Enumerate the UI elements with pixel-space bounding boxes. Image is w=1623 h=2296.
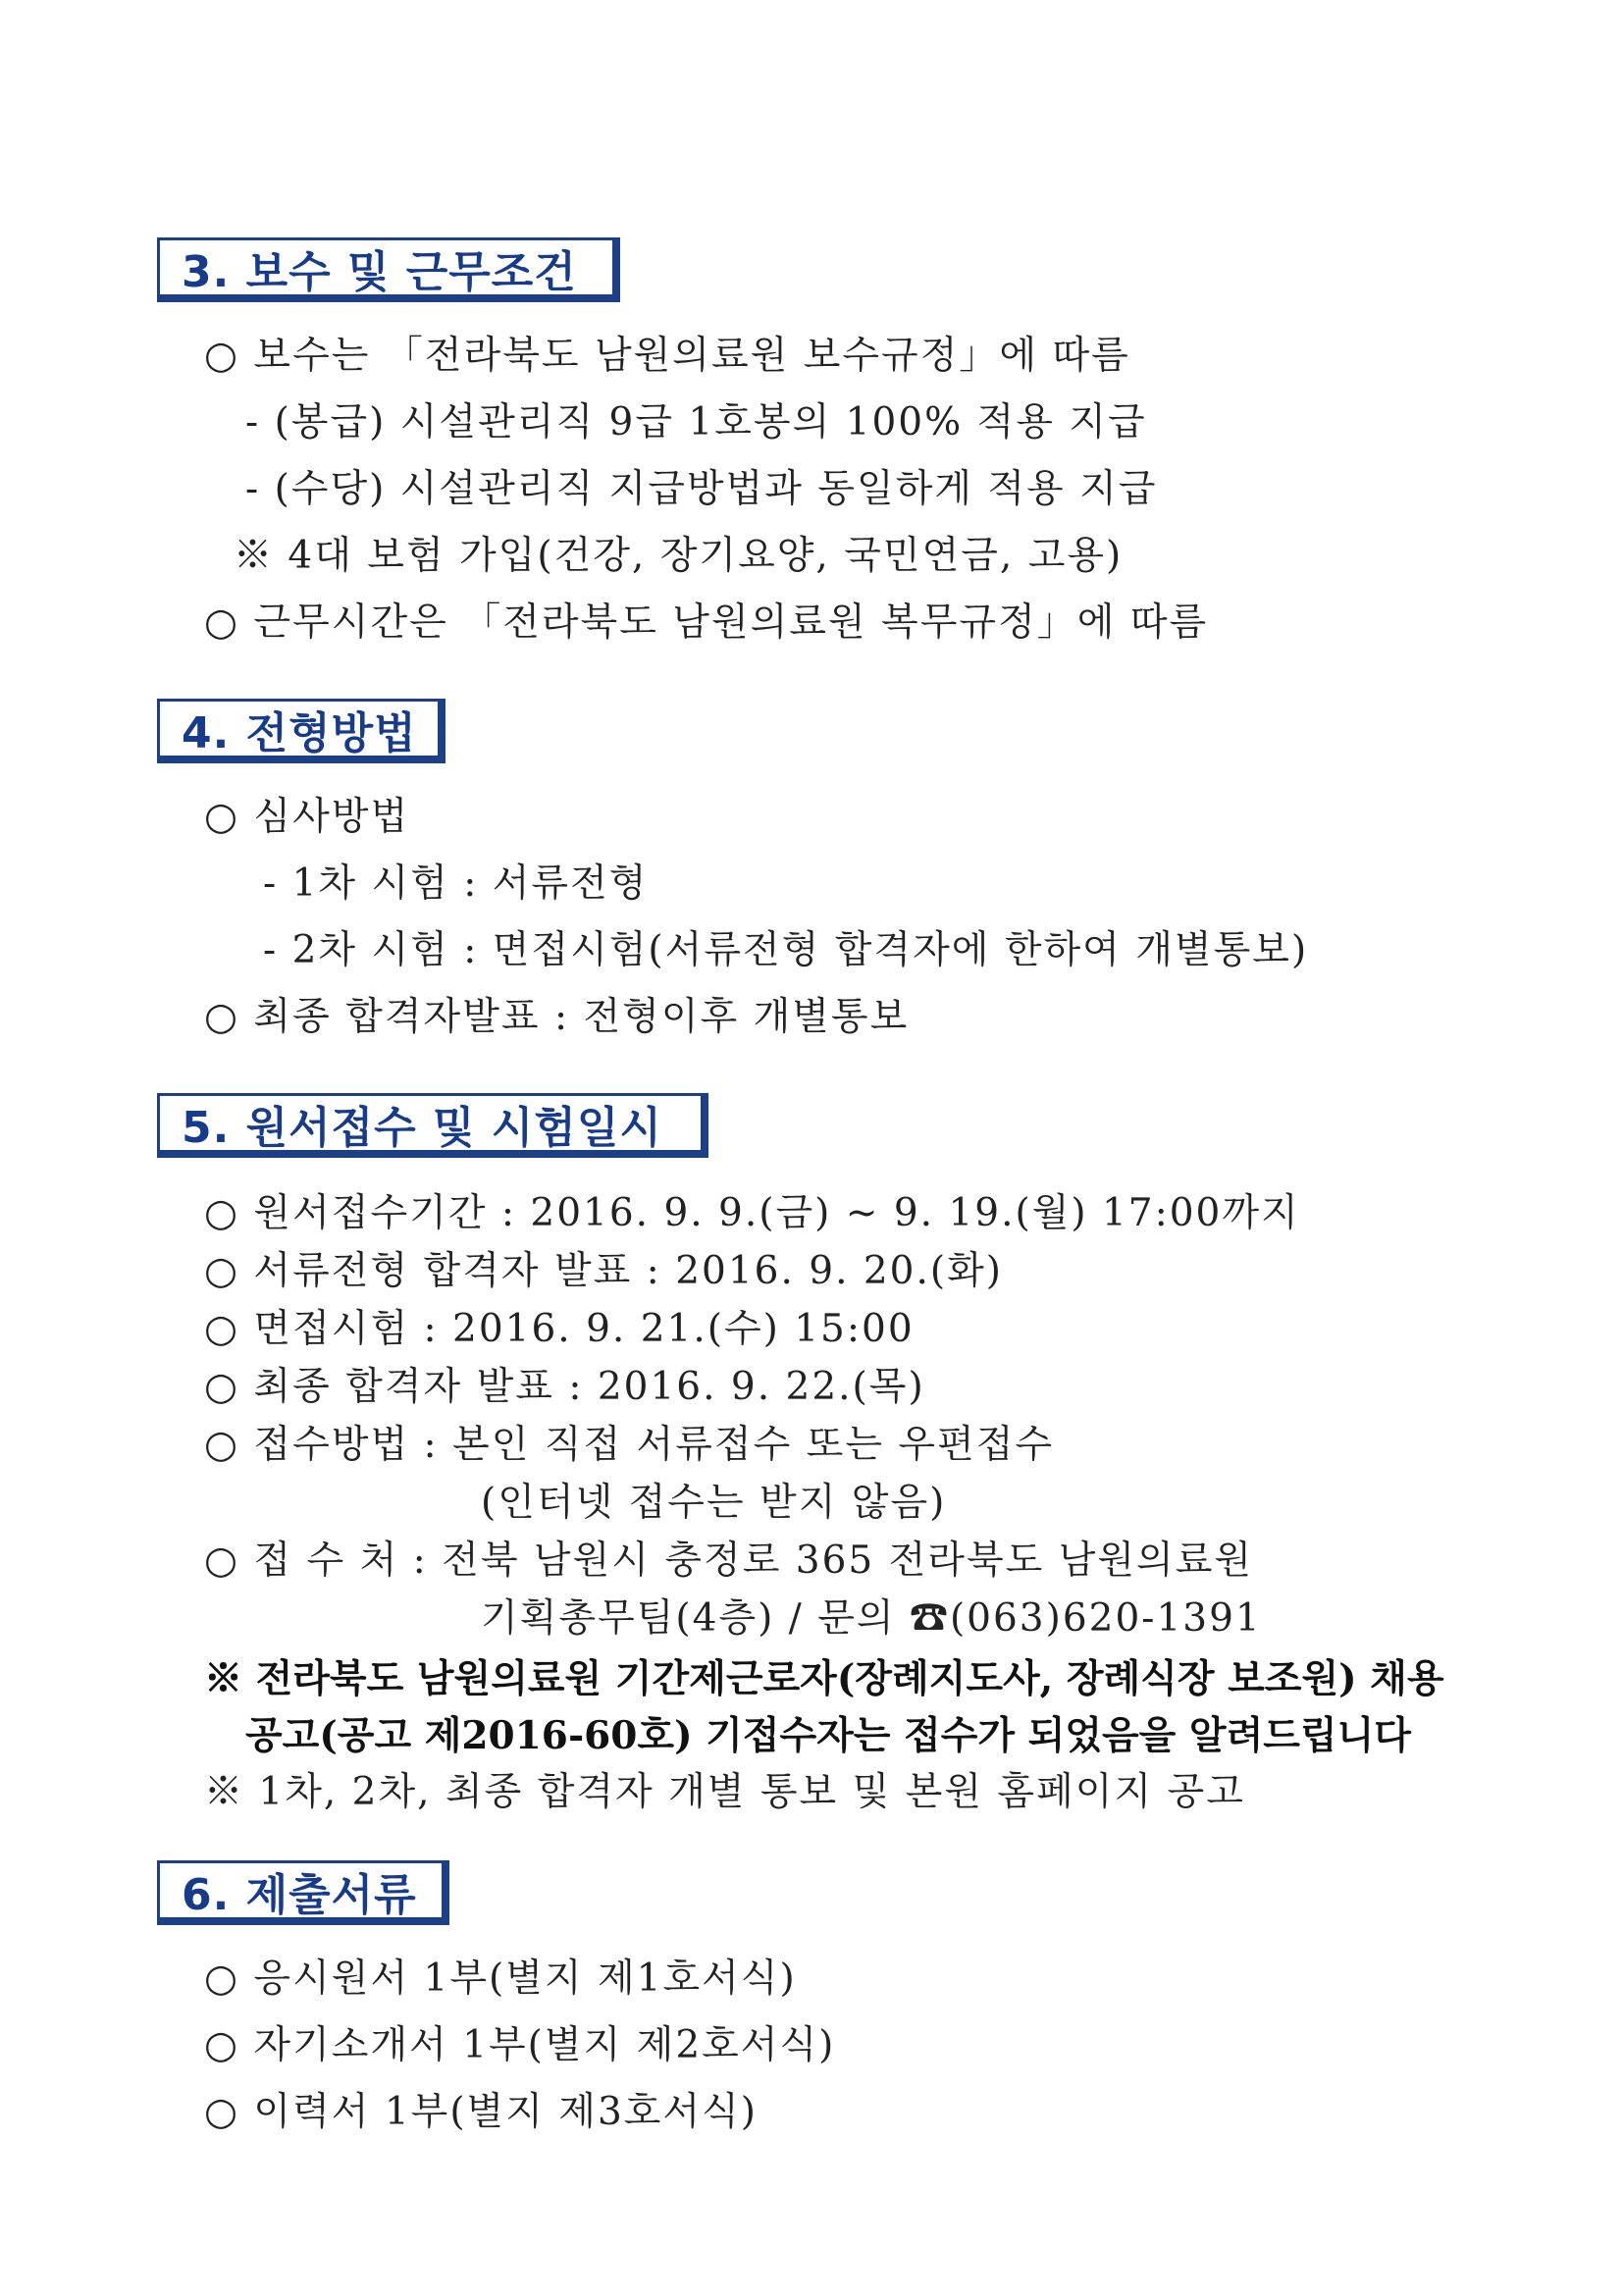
section-4-line-3: - 2차 시험 : 면접시험(서류전형 합격자에 한하여 개별통보) [263,928,1309,972]
section-6-line-3: ○ 이력서 1부(별지 제3호서식) [204,2090,759,2134]
section-5-line-5: ○ 접수방법 : 본인 직접 서류접수 또는 우편접수 [204,1423,1055,1467]
section-5-line-3: ○ 면접시험 : 2016. 9. 21.(수) 15:00 [204,1307,915,1351]
section-6-line-1: ○ 응시원서 1부(별지 제1호서식) [204,1957,797,2001]
section-5-line-6: (인터넷 접수는 받지 않음) [481,1481,947,1525]
section-3-line-4: ※ 4대 보험 가입(건강, 장기요양, 국민연금, 고용) [234,534,1124,578]
section-5-line-7: ○ 접 수 처 : 전북 남원시 충정로 365 전라북도 남원의료원 [204,1539,1254,1583]
section-3-title: 3. 보수 및 근무조건 [182,246,577,297]
section-3-line-1: ○ 보수는 「전라북도 남원의료원 보수규정」에 따름 [204,334,1130,378]
section-6-line-2: ○ 자기소개서 1부(별지 제2호서식) [204,2023,836,2067]
section-3-header [157,237,620,302]
section-4-header [157,699,445,763]
section-5-line-2: ○ 서류전형 합격자 발표 : 2016. 9. 20.(화) [204,1249,1004,1293]
section-5-title: 5. 원서접수 및 시험일시 [182,1102,662,1153]
section-5-line-4: ○ 최종 합격자 발표 : 2016. 9. 22.(목) [204,1365,925,1409]
section-4-line-1: ○ 심사방법 [204,795,410,839]
section-5-header [157,1093,708,1158]
section-5-notice-line-1: ※ 전라북도 남원의료원 기간제근로자(장례지도사, 장례식장 보조원) 채용 [204,1656,1444,1701]
section-4-title: 4. 전형방법 [182,707,417,758]
section-3-line-2: - (봉급) 시설관리직 9급 1호봉의 100% 적용 지급 [245,400,1147,444]
section-6-header [157,1860,449,1925]
section-5-line-8: 기획총무팀(4층) / 문의 ☎(063)620-1391 [481,1596,1262,1641]
section-6-title: 6. 제출서류 [182,1869,417,1920]
section-5-notice-line-2: 공고(공고 제2016-60호) 기접수자는 접수가 되었음을 알려드립니다 [245,1713,1411,1758]
section-3-line-5: ○ 근무시간은 「전라북도 남원의료원 복무규정」에 따름 [204,600,1209,645]
section-5-line-11: ※ 1차, 2차, 최종 합격자 개별 통보 및 본원 홈페이지 공고 [204,1770,1245,1814]
section-3-line-3: - (수당) 시설관리직 지급방법과 동일하게 적용 지급 [245,467,1158,511]
section-4-line-4: ○ 최종 합격자발표 : 전형이후 개별통보 [204,995,910,1039]
section-5-line-1: ○ 원서접수기간 : 2016. 9. 9.(금) ~ 9. 19.(월) 17:00까지 [204,1191,1300,1235]
section-4-line-2: - 1차 시험 : 서류전형 [263,861,649,906]
